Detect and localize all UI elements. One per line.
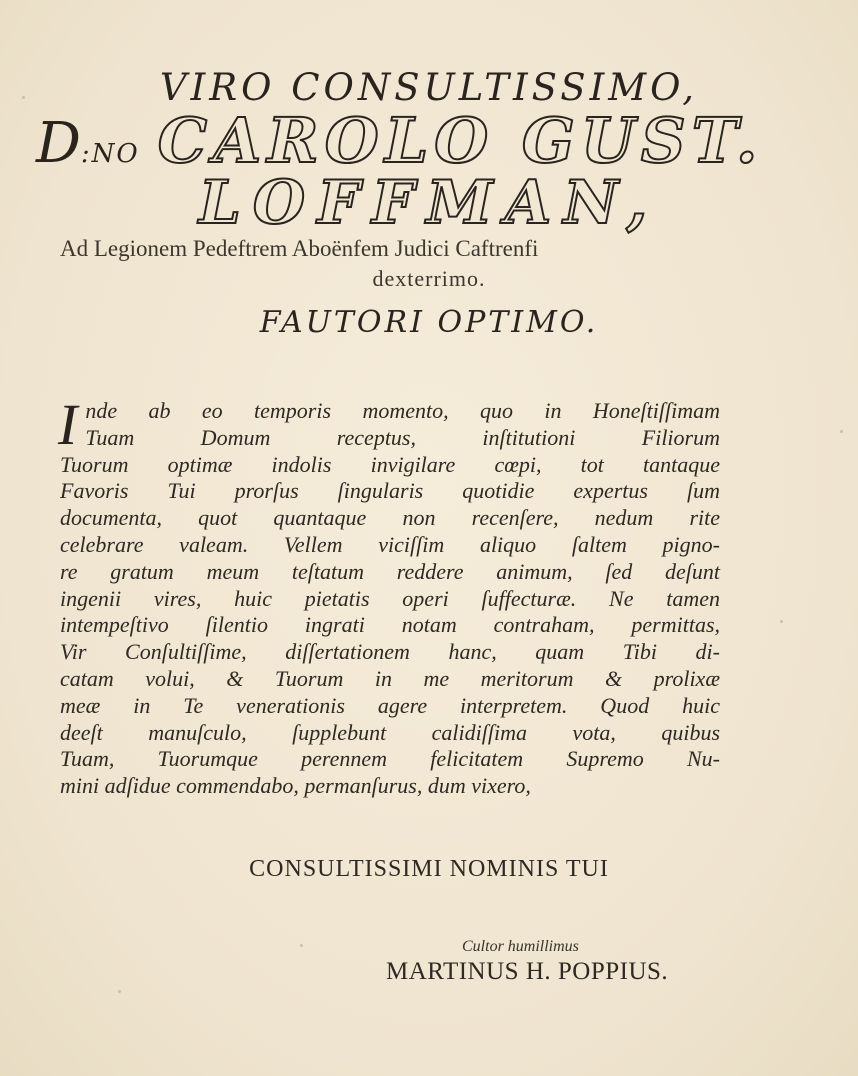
body-line: re gratum meum teſtatum reddere animum, ſed deſunt (60, 558, 720, 584)
position-line: Ad Legionem Pedeftrem Aboënfem Judici Caftrenfi (60, 236, 539, 261)
dno-initial: D (36, 111, 81, 176)
surname: LOFFMAN, (198, 168, 660, 238)
given-name: CAROLO GUST. (157, 104, 764, 177)
closing-salutation: CONSULTISSIMI NOMINIS TUI (249, 856, 609, 882)
body-line: Tuam, Tuorumque perennem felicitatem Supremo Nu- (60, 746, 720, 772)
body-line: celebrare valeam. Vellem viciſſim aliquo ſaltem pigno- (60, 531, 720, 557)
cultor-line: Cultor humillimus (462, 938, 579, 955)
paper-speck (22, 96, 25, 99)
paper-speck (300, 944, 303, 947)
paper-speck (118, 990, 121, 993)
body-line: Tuorum optimæ indolis invigilare cœpi, tot tantaque (60, 451, 720, 477)
signer-name: MARTINUS H. POPPIUS. (386, 958, 669, 985)
dedication-body (58, 392, 720, 800)
title-line-viro: VIRO CONSULTISSIMO, (159, 66, 699, 109)
body-line: Favoris Tui prorſus ſingularis quotidie expertus ſum (60, 478, 720, 504)
body-line: mini adſidue commendabo, permanſurus, dum vixero, (60, 773, 531, 799)
body-line: intempeſtivo ſilentio ingrati notam contraham, permittas, (60, 612, 720, 638)
body-line: ingenii vires, huic pietatis operi ſuffecturæ. Ne tamen (60, 585, 720, 611)
dedication-line: FAUTORI OPTIMO. (259, 305, 599, 340)
paper-speck (840, 430, 843, 433)
body-line: documenta, quot quantaque non recenſere, nedum rite (60, 505, 720, 531)
body-line: Vir Conſultiſſime, diſſertationem hanc, quam Tibi di- (60, 639, 720, 665)
body-line: catam volui, & Tuorum in me meritorum & prolixæ (60, 665, 720, 691)
body-line: deeſt manuſculo, ſupplebunt calidiſſima vota, quibus (60, 719, 720, 745)
body-line: meæ in Te venerationis agere interpretem. Quod huic (60, 692, 720, 718)
drop-cap: I (58, 392, 78, 457)
body-line: Tuam Domum receptus, inſtitutioni Filiorum (85, 424, 720, 450)
paper-speck (780, 620, 783, 623)
body-line: nde ab eo temporis momento, quo in Honeſtiſſimam (85, 398, 720, 423)
dno-suffix: :NO (80, 139, 140, 169)
title-line-name (36, 104, 828, 177)
position-line-cont: dexterrimo. (372, 266, 486, 291)
